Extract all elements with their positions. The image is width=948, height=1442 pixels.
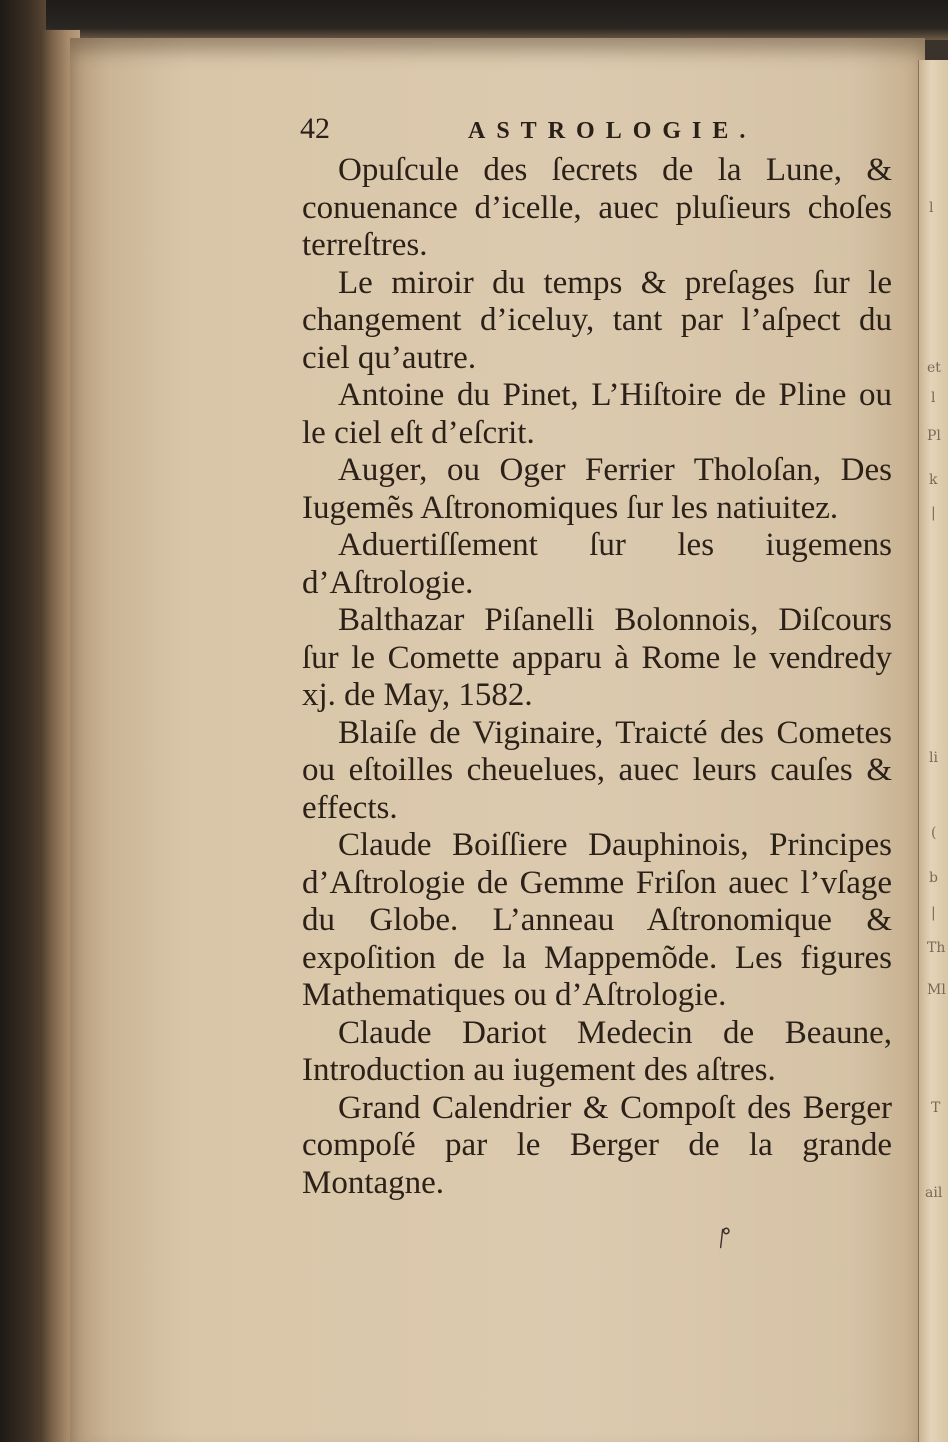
running-title: ASTROLOGIE. xyxy=(468,118,757,144)
facing-glyph: l xyxy=(931,390,936,406)
page-body xyxy=(302,152,892,1202)
bibliography-entry: Antoine du Pinet, L’Hiſtoire de Pline ou le ciel eſt d’eſcrit. xyxy=(302,377,892,451)
bibliography-entry: Claude Dariot Medecin de Beaune, Introduction au iugement des aſtres. xyxy=(302,1014,892,1088)
facing-glyph: k xyxy=(929,472,938,488)
facing-glyph: l xyxy=(929,200,934,216)
facing-glyph: ail xyxy=(925,1185,943,1201)
facing-glyph: ( xyxy=(931,825,937,841)
facing-page-edge xyxy=(918,60,948,1442)
facing-glyph: Ml xyxy=(927,982,946,998)
bibliography-entry: Le miroir du temps & preſages ſur le changement d’iceluy, tant par l’aſpect du ciel qu’autre. xyxy=(302,264,892,376)
facing-glyph: b xyxy=(929,870,938,886)
top-shadow xyxy=(0,0,948,40)
ink-stroke-mark: ⁄° xyxy=(715,1223,740,1252)
facing-glyph: T xyxy=(931,1100,941,1116)
facing-glyph: | xyxy=(931,905,936,921)
bibliography-entry: Balthazar Piſanelli Bolonnois, Diſcours ſur le Comette apparu à Rome le vendredy xj. de May, 1582. xyxy=(302,602,892,713)
page-number: 42 xyxy=(300,112,330,145)
page-header xyxy=(300,112,770,152)
bibliography-entry: Opuſcule des ſecrets de la Lune, & conuenance d’icelle, auec pluſieurs choſes terreſtres. xyxy=(302,152,892,263)
facing-glyph: Th xyxy=(927,940,946,956)
facing-glyph: | xyxy=(931,505,936,521)
bibliography-entry: Grand Calendrier & Compoſt des Berger compoſé par le Berger de la grande Montagne. xyxy=(302,1089,892,1201)
facing-glyph: li xyxy=(929,750,938,766)
bibliography-entry: Blaiſe de Viginaire, Traicté des Cometes ou eſtoilles cheuelues, auec leurs cauſes & effects. xyxy=(302,714,892,826)
bibliography-entry: Claude Boiſſiere Dauphinois, Principes d’Aſtrologie de Gemme Friſon auec l’vſage du Globe. L’anneau Aſtronomique & expoſition de la Mappemõde. Les figures Mathematiques ou d’Aſtrologie. xyxy=(302,827,892,1013)
facing-glyph: Pl xyxy=(927,428,941,444)
bibliography-entry: Auger, ou Oger Ferrier Tholoſan, Des Iugemẽs Aſtronomiques ſur les natiuitez. xyxy=(302,452,892,526)
facing-glyph: et xyxy=(927,360,941,376)
bibliography-entry: Aduertiſſement ſur les iugemens d’Aſtrologie. xyxy=(302,527,892,601)
